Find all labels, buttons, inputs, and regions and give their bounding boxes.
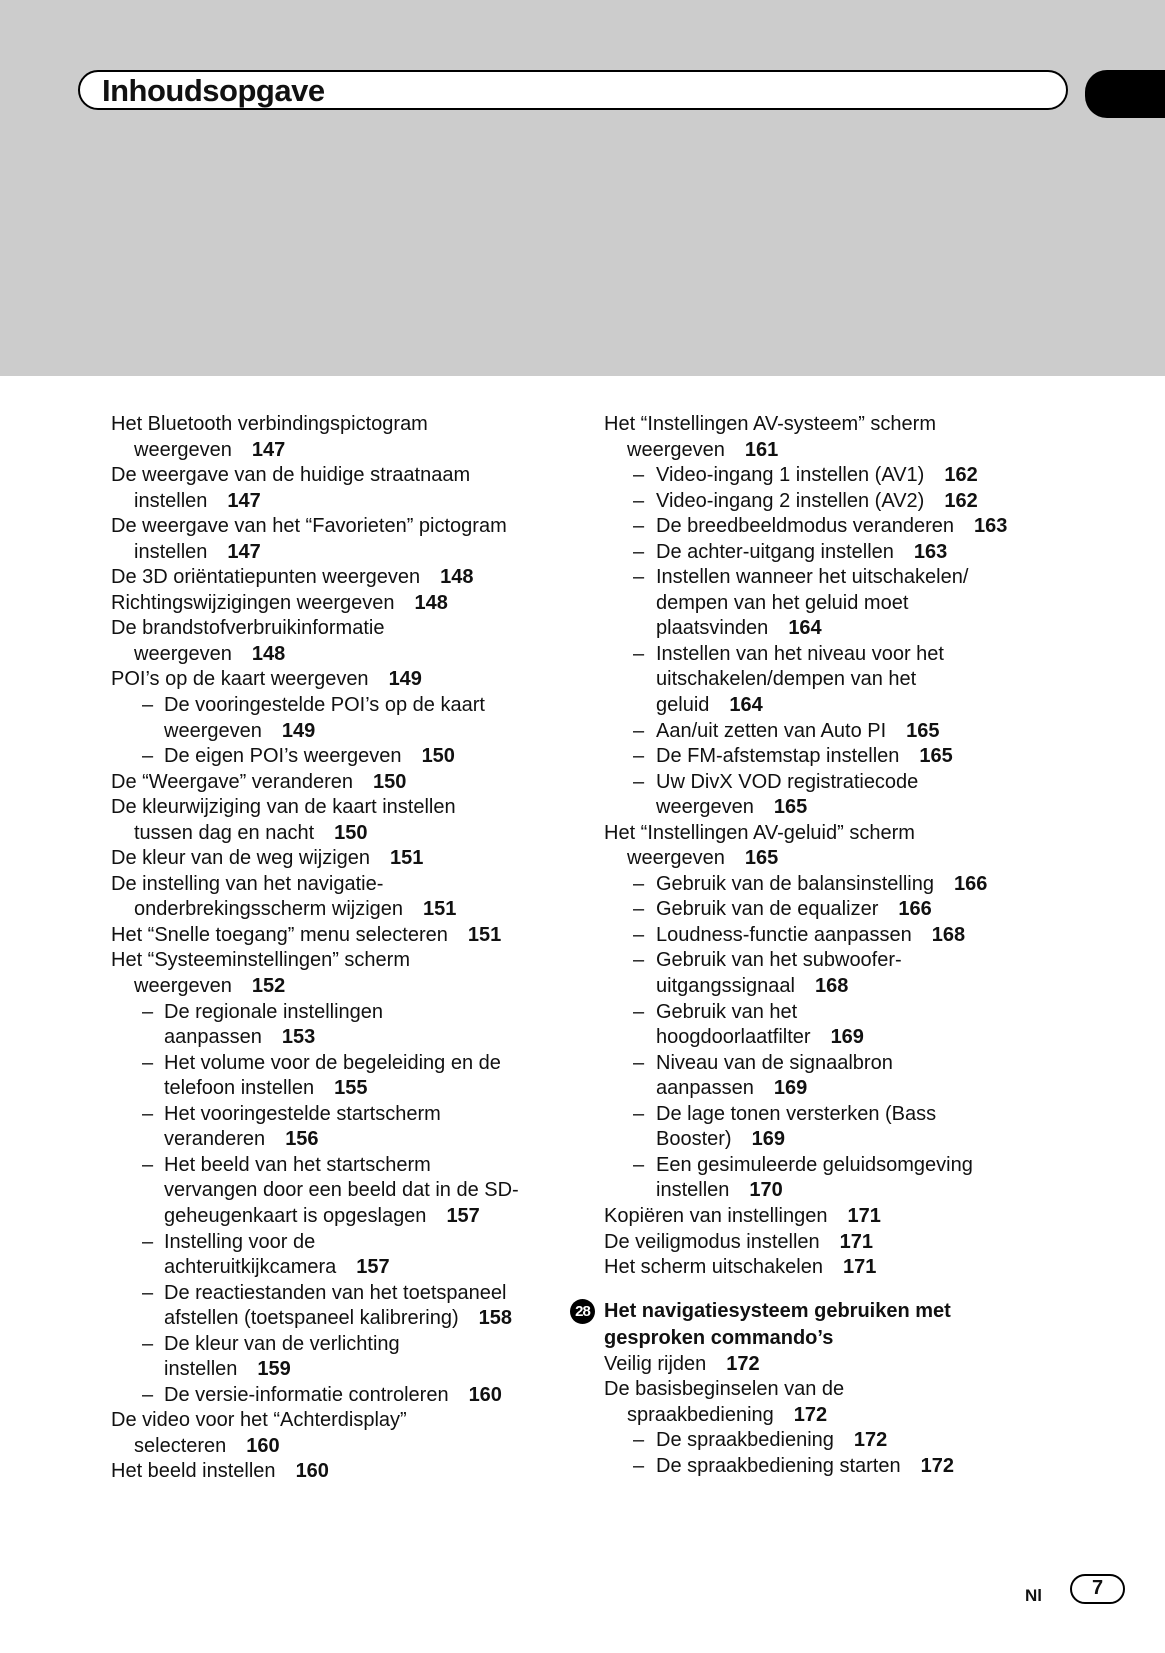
chapter-title-line: Het navigatiesysteem gebruiken met — [604, 1299, 951, 1322]
toc-entry-text: weergeven — [627, 847, 725, 870]
dash-bullet: – — [142, 1332, 154, 1355]
dash-bullet: – — [142, 1281, 154, 1304]
toc-entry-text: Het beeld instellen — [111, 1460, 276, 1483]
toc-entry[interactable] — [604, 642, 1007, 719]
chapter-heading — [575, 1298, 1007, 1352]
toc-entry[interactable] — [111, 770, 519, 796]
toc-entry[interactable] — [604, 1255, 1007, 1281]
toc-page-number[interactable]: 149 — [388, 668, 422, 691]
toc-entry-text: De eigen POI’s weergeven — [164, 745, 402, 768]
toc-entry-text: Het vooringestelde startscherm — [164, 1102, 441, 1125]
dash-bullet: – — [633, 872, 645, 895]
toc-page-number[interactable]: 164 — [729, 694, 763, 717]
toc-entry[interactable] — [604, 872, 1007, 898]
toc-entry-text: De brandstofverbruikinformatie — [111, 617, 385, 640]
dash-bullet: – — [633, 1102, 645, 1125]
dash-bullet: – — [142, 1102, 154, 1125]
toc-entry-text: De kleurwijziging van de kaart instellen — [111, 796, 456, 819]
toc-entry-text: Het Bluetooth verbindingspictogram — [111, 413, 428, 435]
toc-entry[interactable] — [111, 693, 519, 744]
toc-entry[interactable] — [111, 1230, 519, 1281]
toc-entry-text: aanpassen — [656, 1077, 754, 1100]
toc-entry-text: De kleur van de verlichting — [164, 1332, 400, 1355]
toc-entry-text: Instelling voor de — [164, 1230, 316, 1253]
toc-entry-text: dempen van het geluid moet — [656, 591, 909, 614]
toc-entry[interactable] — [604, 1204, 1007, 1230]
toc-entry[interactable] — [604, 1454, 1007, 1480]
toc-entry-text: Gebruik van het — [656, 1000, 798, 1023]
toc-entry-text: hoogdoorlaatfilter — [656, 1026, 811, 1049]
toc-entry[interactable] — [111, 744, 519, 770]
toc-page-number[interactable]: 161 — [744, 438, 779, 461]
toc-entry-text: onderbrekingsscherm wijzigen — [134, 898, 404, 921]
toc-entry-text: De reactiestanden van het toetspaneel — [164, 1281, 507, 1304]
toc-entry[interactable] — [604, 1352, 1007, 1378]
toc-entry[interactable] — [111, 1459, 519, 1485]
toc-entry-text: Het “Instellingen AV-geluid” scherm — [604, 821, 915, 844]
toc-entry-text: weergeven — [134, 975, 232, 998]
chapter-number-badge: 28 — [570, 1299, 595, 1324]
page-number: 7 — [1070, 1574, 1125, 1604]
toc-page-number[interactable]: 147 — [251, 438, 286, 461]
dash-bullet: – — [633, 642, 645, 665]
toc-page-number[interactable]: 150 — [334, 821, 368, 844]
toc-entry[interactable] — [604, 1051, 1007, 1102]
toc-entry-text: De video voor het “Achterdisplay” — [111, 1409, 407, 1432]
toc-entry-text: achteruitkijkcamera — [164, 1256, 337, 1279]
toc-entry-text: De weergave van de huidige straatnaam — [111, 464, 471, 487]
toc-page-number[interactable]: 148 — [414, 591, 448, 614]
toc-page-number[interactable]: 157 — [356, 1256, 390, 1279]
toc-page-number[interactable]: 165 — [744, 847, 779, 870]
toc-page-number[interactable]: 171 — [839, 1230, 874, 1253]
toc-entry-text: geluid — [656, 694, 710, 717]
toc-entry-text: De breedbeeldmodus veranderen — [656, 515, 954, 538]
toc-entry-text: De weergave van het “Favorieten” pictogram — [111, 515, 507, 538]
toc-page-number[interactable]: 151 — [467, 923, 502, 946]
toc-entry[interactable] — [111, 1408, 519, 1459]
toc-entry[interactable] — [604, 489, 1007, 515]
toc-page-number[interactable]: 168 — [931, 923, 966, 946]
toc-entry-text: veranderen — [164, 1128, 266, 1151]
toc-page-number[interactable]: 166 — [898, 898, 932, 921]
toc-page-number[interactable]: 155 — [334, 1077, 368, 1100]
toc-page-number[interactable]: 148 — [251, 642, 286, 665]
dash-bullet: – — [142, 1230, 154, 1253]
dash-bullet: – — [633, 515, 645, 538]
toc-entry-text: uitgangssignaal — [656, 975, 795, 998]
toc-page-number[interactable]: 156 — [285, 1128, 319, 1151]
toc-entry-text: weergeven — [627, 438, 725, 461]
toc-entry-text: De lage tonen versterken (Bass — [656, 1102, 937, 1125]
toc-page-number[interactable]: 172 — [853, 1429, 888, 1452]
toc-entry-text: Booster) — [656, 1128, 732, 1151]
toc-entry[interactable] — [604, 412, 1007, 463]
toc-entry[interactable] — [604, 1230, 1007, 1256]
toc-page-number[interactable]: 151 — [390, 847, 424, 870]
toc-page-number[interactable]: 165 — [773, 796, 808, 819]
dash-bullet: – — [633, 719, 645, 742]
toc-page-number[interactable]: 165 — [906, 719, 940, 742]
toc-entry-text: spraakbediening — [627, 1403, 774, 1426]
toc-entry[interactable] — [111, 565, 519, 591]
toc-entry-text: plaatsvinden — [656, 617, 769, 640]
toc-entry[interactable] — [604, 1377, 1007, 1428]
toc-entry[interactable] — [604, 948, 1007, 999]
toc-entry[interactable] — [111, 1332, 519, 1383]
title-box — [78, 70, 1068, 110]
dash-bullet: – — [142, 745, 154, 768]
dash-bullet: – — [633, 1454, 645, 1477]
toc-entry[interactable] — [111, 591, 519, 617]
toc-page-number[interactable]: 153 — [281, 1026, 316, 1049]
toc-entry-text: weergeven — [134, 438, 232, 461]
toc-page-number[interactable]: 147 — [227, 489, 261, 512]
toc-entry[interactable] — [604, 540, 1007, 566]
toc-page-number[interactable]: 160 — [468, 1383, 502, 1406]
toc-page-number[interactable]: 169 — [830, 1026, 864, 1049]
toc-entry-text: instellen — [656, 1179, 730, 1202]
toc-entry-text: Het volume voor de begeleiding en de — [164, 1051, 501, 1074]
toc-entry[interactable] — [604, 514, 1007, 540]
toc-page-number[interactable]: 152 — [251, 975, 286, 998]
dash-bullet: – — [633, 949, 645, 972]
toc-entry-text: Richtingswijzigingen weergeven — [111, 591, 395, 614]
toc-page-number[interactable]: 172 — [793, 1403, 828, 1426]
toc-page-number[interactable]: 162 — [944, 489, 978, 512]
toc-entry[interactable] — [111, 412, 519, 463]
toc-right-column — [575, 412, 1008, 1479]
dash-bullet: – — [633, 566, 645, 589]
toc-entry-text: Niveau van de signaalbron — [656, 1051, 893, 1074]
toc-entry[interactable] — [111, 846, 519, 872]
toc-page-number[interactable]: 150 — [421, 745, 455, 768]
toc-entry-text: De versie-informatie controleren — [164, 1383, 449, 1406]
toc-page-number[interactable]: 157 — [446, 1204, 480, 1227]
toc-page-number[interactable]: 168 — [815, 975, 849, 998]
toc-entry-text: De spraakbediening — [656, 1429, 834, 1452]
toc-left-column — [111, 412, 519, 1485]
toc-page-number[interactable]: 169 — [773, 1077, 808, 1100]
toc-page-number[interactable]: 169 — [751, 1128, 785, 1151]
toc-entry-text: tussen dag en nacht — [134, 821, 315, 844]
toc-entry-text: De instelling van het navigatie- — [111, 872, 384, 895]
toc-entry[interactable] — [604, 1102, 1007, 1153]
toc-entry-text: De vooringestelde POI’s op de kaart — [164, 694, 485, 717]
dash-bullet: – — [142, 1383, 154, 1406]
toc-entry[interactable] — [111, 463, 519, 514]
toc-entry[interactable] — [111, 1000, 519, 1051]
toc-entry[interactable] — [111, 667, 519, 693]
toc-entry-text: Gebruik van het subwoofer- — [656, 949, 902, 972]
toc-entry[interactable] — [604, 897, 1007, 923]
toc-entry[interactable] — [111, 616, 519, 667]
toc-entry-text: vervangen door een beeld dat in de SD- — [164, 1179, 519, 1202]
toc-page-number[interactable]: 165 — [919, 745, 953, 768]
toc-entry-text: Het “Snelle toegang” menu selecteren — [111, 923, 448, 946]
dash-bullet: – — [142, 694, 154, 717]
toc-entry-text: Uw DivX VOD registratiecode — [656, 770, 919, 793]
dash-bullet: – — [142, 1153, 154, 1176]
toc-page-number[interactable]: 147 — [227, 540, 261, 563]
toc-page-number[interactable]: 164 — [788, 617, 822, 640]
toc-entry-text: De 3D oriëntatiepunten weergeven — [111, 566, 421, 589]
language-label: Nl — [1025, 1586, 1042, 1605]
toc-page-number[interactable]: 171 — [847, 1204, 881, 1227]
toc-entry[interactable] — [604, 1428, 1007, 1454]
toc-entry-text: De veiligmodus instellen — [604, 1230, 820, 1253]
page-title: Inhoudsopgave — [102, 73, 325, 108]
toc-entry[interactable] — [111, 1383, 519, 1409]
toc-page-number[interactable]: 172 — [920, 1454, 954, 1477]
toc-entry-text: De achter-uitgang instellen — [656, 540, 894, 563]
toc-page-number[interactable]: 151 — [423, 898, 457, 921]
toc-entry[interactable] — [604, 821, 1007, 872]
dash-bullet: – — [633, 1000, 645, 1023]
toc-entry-text: Video-ingang 1 instellen (AV1) — [656, 464, 925, 487]
toc-entry[interactable] — [111, 795, 519, 846]
toc-entry-text: Gebruik van de balansinstelling — [656, 872, 934, 895]
toc-entry-text: Gebruik van de equalizer — [656, 898, 879, 921]
toc-entry-text: instellen — [134, 540, 208, 563]
toc-entry[interactable] — [111, 1153, 519, 1230]
toc-page-number[interactable]: 149 — [281, 719, 316, 742]
toc-entry[interactable] — [111, 923, 519, 949]
toc-entry-text: Het “Instellingen AV-systeem” scherm — [604, 413, 936, 435]
toc-entry-text: Het “Systeeminstellingen” scherm — [111, 949, 410, 972]
toc-page-number[interactable]: 148 — [440, 566, 474, 589]
toc-entry-text: Het beeld van het startscherm — [164, 1153, 431, 1176]
toc-entry-text: selecteren — [134, 1434, 227, 1457]
toc-page-number[interactable]: 163 — [913, 540, 948, 563]
toc-entry-text: De regionale instellingen — [164, 1000, 384, 1023]
dash-bullet: – — [633, 540, 645, 563]
toc-entry-text: Video-ingang 2 instellen (AV2) — [656, 489, 925, 512]
toc-entry-text: De basisbeginselen van de — [604, 1378, 845, 1401]
toc-entry-text: weergeven — [164, 719, 262, 742]
toc-entry[interactable] — [604, 923, 1007, 949]
dash-bullet: – — [633, 489, 645, 512]
toc-entry[interactable] — [111, 514, 519, 565]
dash-bullet: – — [633, 745, 645, 768]
dash-bullet: – — [633, 464, 645, 487]
toc-page-number[interactable]: 163 — [973, 515, 1008, 538]
toc-entry-text: Loudness-functie aanpassen — [656, 923, 912, 946]
toc-entry-text: Instellen van het niveau voor het — [656, 642, 944, 665]
toc-page-number[interactable]: 160 — [295, 1460, 329, 1483]
toc-entry-text: Veilig rijden — [604, 1352, 707, 1375]
toc-entry[interactable] — [111, 1102, 519, 1153]
header-band — [0, 0, 1165, 376]
toc-entry[interactable] — [111, 1281, 519, 1332]
toc-entry-text: aanpassen — [164, 1026, 262, 1049]
toc-page-number[interactable]: 166 — [953, 872, 988, 895]
toc-entry-text: instellen — [134, 489, 208, 512]
toc-entry-text: Instellen wanneer het uitschakelen/ — [656, 566, 969, 589]
toc-entry[interactable] — [604, 1153, 1007, 1204]
toc-page-number[interactable]: 159 — [257, 1358, 291, 1381]
toc-entry-text: De FM-afstemstap instellen — [656, 745, 900, 768]
toc-entry-text: Kopiëren van instellingen — [604, 1204, 828, 1227]
dash-bullet: – — [633, 1153, 645, 1176]
toc-page-number[interactable]: 160 — [246, 1434, 280, 1457]
dash-bullet: – — [633, 770, 645, 793]
toc-page-number[interactable]: 170 — [749, 1179, 783, 1202]
toc-entry-text: instellen — [164, 1358, 238, 1381]
toc-entry-text: weergeven — [656, 796, 754, 819]
toc-entry-text: POI’s op de kaart weergeven — [111, 668, 369, 691]
toc-entry[interactable] — [604, 463, 1007, 489]
toc-entry[interactable] — [111, 948, 519, 999]
toc-entry[interactable] — [604, 770, 1007, 821]
toc-entry[interactable] — [604, 565, 1007, 642]
toc-entry-text: De kleur van de weg wijzigen — [111, 847, 371, 870]
toc-page-number[interactable]: 150 — [372, 770, 407, 793]
dash-bullet: – — [633, 923, 645, 946]
toc-entry-text: Aan/uit zetten van Auto PI — [656, 719, 887, 742]
dash-bullet: – — [633, 1429, 645, 1452]
toc-entry[interactable] — [111, 1051, 519, 1102]
dash-bullet: – — [633, 898, 645, 921]
toc-page-number[interactable]: 158 — [478, 1307, 512, 1330]
toc-entry[interactable] — [604, 1000, 1007, 1051]
toc-entry[interactable] — [604, 744, 1007, 770]
chapter-title-line: gesproken commando’s — [604, 1326, 834, 1349]
toc-entry-text: telefoon instellen — [164, 1077, 315, 1100]
section-tab — [1085, 70, 1165, 118]
toc-entry[interactable] — [111, 872, 519, 923]
toc-entry-text: geheugenkaart is opgeslagen — [164, 1204, 427, 1227]
dash-bullet: – — [633, 1051, 645, 1074]
toc-page-number[interactable]: 172 — [726, 1352, 760, 1375]
toc-entry-text: De spraakbediening starten — [656, 1454, 901, 1477]
toc-entry-text: De “Weergave” veranderen — [111, 770, 353, 793]
toc-entry-text: Een gesimuleerde geluidsomgeving — [656, 1153, 973, 1176]
dash-bullet: – — [142, 1051, 154, 1074]
toc-page-number[interactable]: 162 — [944, 464, 978, 487]
toc-entry-text: Het scherm uitschakelen — [604, 1256, 823, 1279]
toc-page-number[interactable]: 171 — [842, 1256, 877, 1279]
toc-entry-text: afstellen (toetspaneel kalibrering) — [164, 1307, 459, 1330]
toc-entry-text: uitschakelen/dempen van het — [656, 668, 917, 691]
dash-bullet: – — [142, 1000, 154, 1023]
toc-entry[interactable] — [604, 719, 1007, 745]
toc-entry-text: weergeven — [134, 642, 232, 665]
